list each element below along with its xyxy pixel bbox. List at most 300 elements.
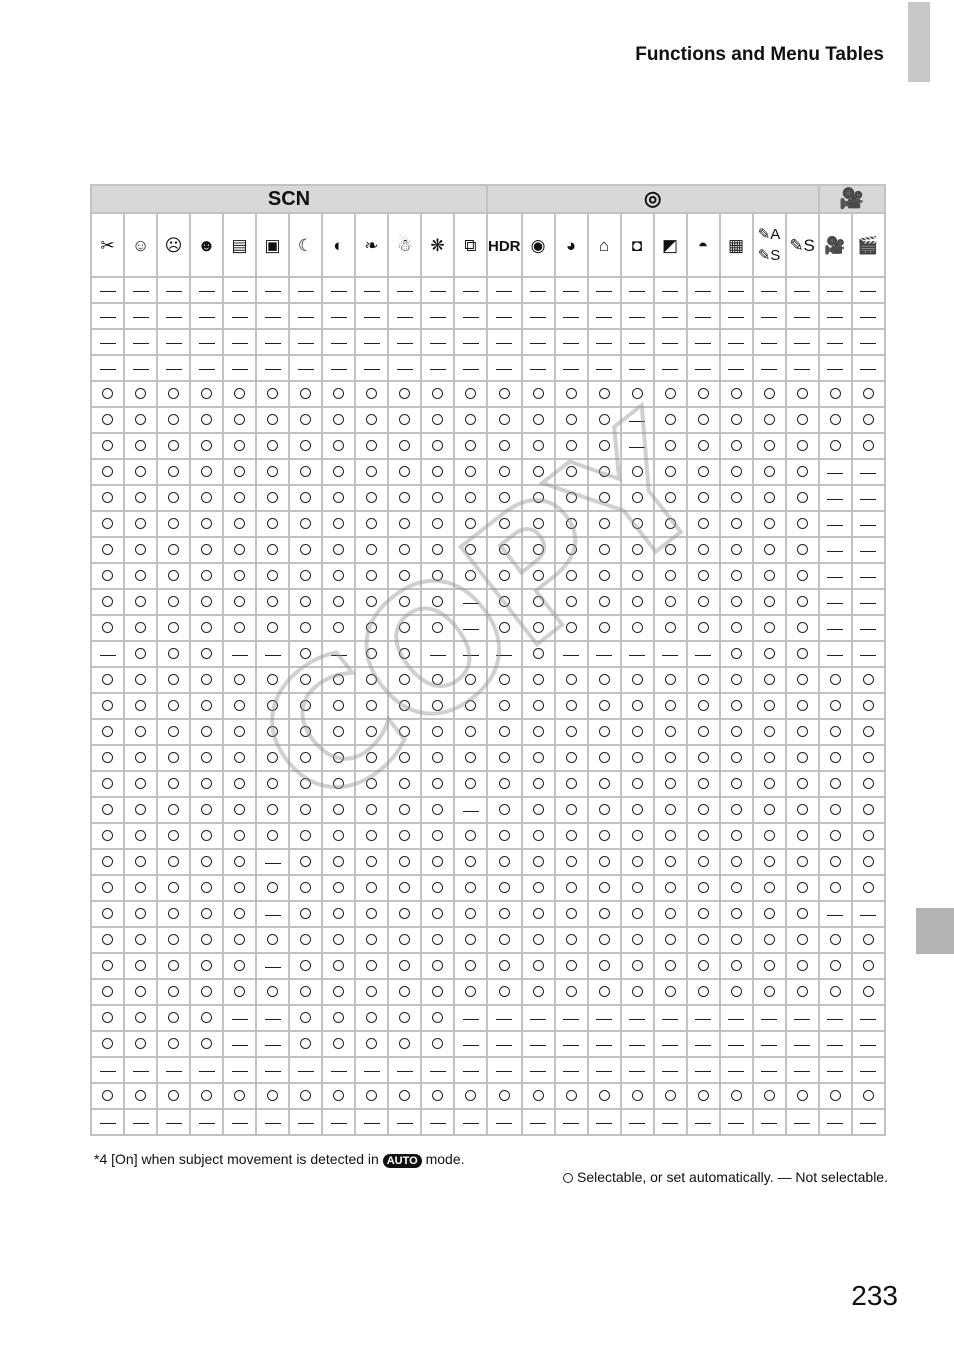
table-cell bbox=[422, 824, 453, 848]
table-cell bbox=[158, 304, 189, 328]
selectable-circle-icon bbox=[599, 622, 610, 633]
selectable-circle-icon bbox=[234, 934, 245, 945]
selectable-circle-icon bbox=[168, 492, 179, 503]
table-cell bbox=[158, 746, 189, 770]
selectable-circle-icon bbox=[333, 414, 344, 425]
selectable-circle-icon bbox=[201, 544, 212, 555]
table-cell bbox=[257, 486, 288, 510]
selectable-circle-icon bbox=[333, 700, 344, 711]
selectable-circle-icon bbox=[267, 1090, 278, 1101]
selectable-circle-icon bbox=[432, 960, 443, 971]
not-selectable-dash-icon bbox=[530, 1123, 546, 1124]
not-selectable-dash-icon bbox=[629, 1071, 645, 1072]
selectable-circle-icon bbox=[499, 778, 510, 789]
table-cell bbox=[754, 876, 785, 900]
not-selectable-dash-icon bbox=[860, 629, 876, 630]
table-cell bbox=[224, 694, 255, 718]
selectable-circle-icon bbox=[632, 570, 643, 581]
table-cell bbox=[488, 512, 521, 536]
table-cell bbox=[257, 1110, 288, 1134]
table-cell bbox=[688, 980, 719, 1004]
not-selectable-dash-icon bbox=[265, 967, 281, 968]
not-selectable-dash-icon bbox=[827, 1123, 843, 1124]
table-cell bbox=[389, 668, 420, 692]
table-row bbox=[92, 330, 884, 354]
selectable-circle-icon bbox=[432, 986, 443, 997]
selectable-circle-icon bbox=[234, 908, 245, 919]
selectable-circle-icon bbox=[432, 804, 443, 815]
selectable-circle-icon bbox=[399, 570, 410, 581]
selectable-circle-icon bbox=[135, 752, 146, 763]
not-selectable-dash-icon bbox=[100, 1071, 116, 1072]
not-selectable-dash-icon bbox=[133, 343, 149, 344]
not-selectable-dash-icon bbox=[563, 369, 579, 370]
table-cell bbox=[556, 824, 587, 848]
table-cell bbox=[721, 1032, 752, 1056]
not-selectable-dash-icon bbox=[827, 629, 843, 630]
table-cell bbox=[422, 486, 453, 510]
not-selectable-dash-icon bbox=[133, 317, 149, 318]
table-cell bbox=[622, 486, 653, 510]
table-cell bbox=[688, 304, 719, 328]
table-cell bbox=[820, 668, 851, 692]
not-selectable-dash-icon bbox=[794, 1045, 810, 1046]
table-cell bbox=[356, 382, 387, 406]
table-cell bbox=[191, 642, 222, 666]
table-cell bbox=[257, 1084, 288, 1108]
table-row bbox=[92, 1058, 884, 1082]
table-cell bbox=[853, 278, 884, 302]
table-cell bbox=[589, 1084, 620, 1108]
selectable-circle-icon bbox=[764, 492, 775, 503]
table-cell bbox=[589, 1006, 620, 1030]
auto-mode-icon: AUTO bbox=[383, 1154, 422, 1168]
column-header bbox=[92, 214, 123, 276]
table-cell bbox=[224, 330, 255, 354]
table-cell bbox=[754, 356, 785, 380]
table-cell bbox=[488, 564, 521, 588]
selectable-circle-icon bbox=[267, 440, 278, 451]
table-cell bbox=[455, 876, 486, 900]
selectable-circle-icon bbox=[764, 466, 775, 477]
selectable-circle-icon bbox=[599, 518, 610, 529]
table-cell bbox=[422, 564, 453, 588]
selectable-circle-icon bbox=[665, 804, 676, 815]
selectable-circle-icon bbox=[465, 492, 476, 503]
not-selectable-dash-icon bbox=[860, 473, 876, 474]
table-cell bbox=[422, 642, 453, 666]
table-cell bbox=[455, 408, 486, 432]
selectable-circle-icon bbox=[102, 388, 113, 399]
table-cell bbox=[622, 668, 653, 692]
not-selectable-dash-icon bbox=[563, 655, 579, 656]
selectable-circle-icon bbox=[764, 934, 775, 945]
selectable-circle-icon bbox=[234, 518, 245, 529]
table-cell bbox=[622, 746, 653, 770]
table-cell bbox=[125, 1110, 156, 1134]
selectable-circle-icon bbox=[267, 492, 278, 503]
table-cell bbox=[224, 356, 255, 380]
table-cell bbox=[158, 980, 189, 1004]
standard-movie-icon: 🎥 bbox=[824, 236, 846, 255]
table-cell bbox=[389, 408, 420, 432]
not-selectable-dash-icon bbox=[860, 317, 876, 318]
selectable-circle-icon bbox=[300, 1012, 311, 1023]
table-cell bbox=[224, 876, 255, 900]
selectable-circle-icon bbox=[830, 674, 841, 685]
not-selectable-dash-icon bbox=[232, 1045, 248, 1046]
selectable-circle-icon bbox=[566, 726, 577, 737]
selectable-circle-icon bbox=[731, 414, 742, 425]
not-selectable-dash-icon bbox=[265, 1019, 281, 1020]
table-cell bbox=[455, 330, 486, 354]
selectable-circle-icon bbox=[698, 804, 709, 815]
selectable-circle-icon bbox=[399, 388, 410, 399]
table-cell bbox=[655, 720, 686, 744]
table-cell bbox=[688, 278, 719, 302]
selectable-circle-icon bbox=[830, 882, 841, 893]
selectable-circle-icon bbox=[102, 1012, 113, 1023]
table-cell bbox=[356, 564, 387, 588]
table-cell bbox=[455, 1032, 486, 1056]
table-cell bbox=[389, 1032, 420, 1056]
selectable-circle-icon bbox=[366, 1038, 377, 1049]
table-cell bbox=[257, 668, 288, 692]
selectable-circle-icon bbox=[135, 414, 146, 425]
table-cell bbox=[556, 1058, 587, 1082]
not-selectable-dash-icon bbox=[265, 655, 281, 656]
table-cell bbox=[622, 928, 653, 952]
table-cell bbox=[389, 980, 420, 1004]
column-header bbox=[191, 214, 222, 276]
table-row bbox=[92, 850, 884, 874]
selectable-circle-icon bbox=[830, 726, 841, 737]
selectable-circle-icon bbox=[533, 440, 544, 451]
table-cell bbox=[257, 434, 288, 458]
table-cell bbox=[191, 902, 222, 926]
table-cell bbox=[488, 694, 521, 718]
selectable-circle-icon bbox=[267, 986, 278, 997]
table-cell bbox=[191, 382, 222, 406]
selectable-circle-icon bbox=[731, 570, 742, 581]
selectable-circle-icon bbox=[333, 544, 344, 555]
table-cell bbox=[655, 1058, 686, 1082]
table-cell bbox=[820, 1058, 851, 1082]
selectable-circle-icon bbox=[135, 804, 146, 815]
table-cell bbox=[589, 564, 620, 588]
table-cell bbox=[488, 278, 521, 302]
table-cell bbox=[125, 824, 156, 848]
table-cell bbox=[523, 564, 554, 588]
table-cell bbox=[853, 304, 884, 328]
table-cell bbox=[556, 694, 587, 718]
table-cell bbox=[389, 1006, 420, 1030]
table-cell bbox=[589, 902, 620, 926]
best-image-selection-icon: ▣ bbox=[264, 236, 281, 255]
table-cell bbox=[655, 278, 686, 302]
table-cell bbox=[488, 668, 521, 692]
selectable-circle-icon bbox=[399, 726, 410, 737]
not-selectable-dash-icon bbox=[232, 1071, 248, 1072]
table-cell bbox=[820, 1084, 851, 1108]
table-cell bbox=[721, 642, 752, 666]
not-selectable-dash-icon bbox=[662, 317, 678, 318]
selectable-circle-icon bbox=[366, 674, 377, 685]
table-cell bbox=[787, 616, 818, 640]
table-cell bbox=[655, 434, 686, 458]
table-cell bbox=[688, 1058, 719, 1082]
table-cell bbox=[158, 460, 189, 484]
selectable-circle-icon bbox=[698, 674, 709, 685]
table-cell bbox=[589, 668, 620, 692]
table-cell bbox=[455, 486, 486, 510]
selectable-circle-icon bbox=[135, 674, 146, 685]
table-cell bbox=[655, 538, 686, 562]
table-cell bbox=[191, 460, 222, 484]
selectable-circle-icon bbox=[764, 440, 775, 451]
selectable-circle-icon bbox=[499, 830, 510, 841]
table-cell bbox=[158, 356, 189, 380]
selectable-circle-icon bbox=[135, 960, 146, 971]
selectable-circle-icon bbox=[465, 960, 476, 971]
table-cell bbox=[488, 1084, 521, 1108]
selectable-circle-icon bbox=[399, 1012, 410, 1023]
table-cell bbox=[820, 798, 851, 822]
selectable-circle-icon bbox=[566, 466, 577, 477]
table-cell bbox=[721, 564, 752, 588]
table-cell bbox=[523, 850, 554, 874]
selectable-circle-icon bbox=[333, 388, 344, 399]
not-selectable-dash-icon bbox=[530, 1045, 546, 1046]
table-cell bbox=[721, 616, 752, 640]
selectable-circle-icon bbox=[764, 804, 775, 815]
table-cell bbox=[589, 720, 620, 744]
not-selectable-dash-icon bbox=[430, 343, 446, 344]
selectable-circle-icon bbox=[333, 752, 344, 763]
smart-shutter-icon: ✂ bbox=[100, 236, 115, 255]
selectable-circle-icon bbox=[168, 596, 179, 607]
table-cell bbox=[688, 486, 719, 510]
table-cell bbox=[125, 564, 156, 588]
table-cell bbox=[356, 1006, 387, 1030]
selectable-circle-icon bbox=[830, 830, 841, 841]
selectable-circle-icon bbox=[135, 1012, 146, 1023]
table-cell bbox=[158, 1032, 189, 1056]
table-cell bbox=[92, 850, 123, 874]
table-cell bbox=[191, 512, 222, 536]
table-row bbox=[92, 694, 884, 718]
table-cell bbox=[820, 720, 851, 744]
table-cell bbox=[191, 668, 222, 692]
miniature-icon: ⌂ bbox=[598, 236, 610, 255]
selectable-circle-icon bbox=[168, 726, 179, 737]
selectable-circle-icon bbox=[764, 544, 775, 555]
selectable-circle-icon bbox=[201, 388, 212, 399]
selectable-circle-icon bbox=[399, 544, 410, 555]
table-cell bbox=[787, 902, 818, 926]
table-cell bbox=[721, 486, 752, 510]
not-selectable-dash-icon bbox=[430, 1123, 446, 1124]
column-header bbox=[422, 214, 453, 276]
table-cell bbox=[523, 824, 554, 848]
table-cell bbox=[787, 512, 818, 536]
selectable-circle-icon bbox=[300, 856, 311, 867]
table-cell bbox=[125, 980, 156, 1004]
table-cell bbox=[422, 590, 453, 614]
selectable-circle-icon bbox=[168, 1038, 179, 1049]
table-cell bbox=[488, 1110, 521, 1134]
selectable-circle-icon bbox=[499, 518, 510, 529]
selectable-circle-icon bbox=[366, 492, 377, 503]
selectable-circle-icon bbox=[102, 804, 113, 815]
table-cell bbox=[820, 928, 851, 952]
selectable-circle-icon bbox=[830, 414, 841, 425]
table-cell bbox=[191, 564, 222, 588]
selectable-circle-icon bbox=[201, 960, 212, 971]
selectable-circle-icon bbox=[863, 674, 874, 685]
selectable-circle-icon bbox=[465, 726, 476, 737]
table-cell bbox=[92, 1058, 123, 1082]
not-selectable-dash-icon bbox=[596, 1123, 612, 1124]
group-header-row bbox=[92, 186, 884, 212]
selectable-circle-icon bbox=[698, 570, 709, 581]
not-selectable-dash-icon bbox=[166, 1123, 182, 1124]
table-cell bbox=[191, 304, 222, 328]
selectable-circle-icon bbox=[863, 700, 874, 711]
table-cell bbox=[257, 1006, 288, 1030]
table-cell bbox=[820, 902, 851, 926]
table-cell bbox=[158, 1110, 189, 1134]
table-cell bbox=[787, 928, 818, 952]
selectable-circle-icon bbox=[533, 544, 544, 555]
selectable-circle-icon bbox=[168, 752, 179, 763]
selectable-circle-icon bbox=[201, 986, 212, 997]
table-cell bbox=[224, 850, 255, 874]
table-cell bbox=[356, 798, 387, 822]
table-cell bbox=[853, 512, 884, 536]
selectable-circle-icon bbox=[333, 1012, 344, 1023]
selectable-circle-icon bbox=[499, 856, 510, 867]
table-cell bbox=[389, 304, 420, 328]
selectable-circle-icon bbox=[432, 570, 443, 581]
table-cell bbox=[224, 1084, 255, 1108]
table-cell bbox=[754, 564, 785, 588]
table-cell bbox=[158, 928, 189, 952]
selectable-circle-icon bbox=[432, 388, 443, 399]
not-selectable-dash-icon bbox=[794, 1123, 810, 1124]
table-cell bbox=[820, 694, 851, 718]
selectable-circle-icon bbox=[300, 648, 311, 659]
table-cell bbox=[422, 278, 453, 302]
table-cell bbox=[224, 278, 255, 302]
table-row bbox=[92, 616, 884, 640]
table-cell bbox=[655, 902, 686, 926]
table-cell bbox=[754, 850, 785, 874]
not-selectable-dash-icon bbox=[563, 291, 579, 292]
selectable-circle-icon bbox=[632, 804, 643, 815]
selectable-circle-icon bbox=[234, 466, 245, 477]
selectable-circle-icon bbox=[764, 986, 775, 997]
not-selectable-dash-icon bbox=[397, 291, 413, 292]
table-cell bbox=[655, 746, 686, 770]
table-cell bbox=[356, 720, 387, 744]
selectable-circle-icon bbox=[797, 908, 808, 919]
table-cell bbox=[323, 876, 354, 900]
not-selectable-dash-icon bbox=[662, 1019, 678, 1020]
table-cell bbox=[356, 512, 387, 536]
selectable-circle-icon bbox=[201, 414, 212, 425]
table-cell bbox=[224, 590, 255, 614]
not-selectable-dash-icon bbox=[761, 1123, 777, 1124]
table-cell bbox=[158, 720, 189, 744]
table-cell bbox=[853, 1032, 884, 1056]
table-cell bbox=[589, 330, 620, 354]
selectable-circle-icon bbox=[366, 414, 377, 425]
selectable-circle-icon bbox=[366, 388, 377, 399]
not-selectable-dash-icon bbox=[596, 1071, 612, 1072]
table-cell bbox=[92, 772, 123, 796]
table-cell bbox=[92, 512, 123, 536]
selectable-circle-icon bbox=[300, 414, 311, 425]
snow-icon: ☃ bbox=[396, 236, 413, 255]
selectable-circle-icon bbox=[333, 492, 344, 503]
selectable-circle-icon bbox=[632, 934, 643, 945]
not-selectable-dash-icon bbox=[860, 577, 876, 578]
selectable-circle-icon bbox=[267, 674, 278, 685]
table-cell bbox=[125, 460, 156, 484]
not-selectable-dash-icon bbox=[463, 291, 479, 292]
selectable-circle-icon bbox=[333, 726, 344, 737]
selectable-circle-icon bbox=[665, 778, 676, 789]
selectable-circle-icon bbox=[267, 804, 278, 815]
selectable-circle-icon bbox=[333, 908, 344, 919]
selectable-circle-icon bbox=[201, 830, 212, 841]
legend bbox=[563, 1169, 888, 1185]
table-cell bbox=[323, 980, 354, 1004]
selectable-circle-icon bbox=[102, 622, 113, 633]
column-header bbox=[158, 214, 189, 276]
selectable-circle-icon bbox=[797, 674, 808, 685]
table-cell bbox=[356, 980, 387, 1004]
selectable-circle-icon bbox=[566, 830, 577, 841]
table-row bbox=[92, 304, 884, 328]
selectable-circle-icon bbox=[863, 726, 874, 737]
column-header bbox=[622, 214, 653, 276]
selectable-circle-icon bbox=[797, 882, 808, 893]
not-selectable-dash-icon bbox=[298, 343, 314, 344]
selectable-circle-icon bbox=[764, 596, 775, 607]
table-cell bbox=[257, 798, 288, 822]
table-cell bbox=[556, 538, 587, 562]
table-cell bbox=[191, 1084, 222, 1108]
table-cell bbox=[224, 616, 255, 640]
table-cell bbox=[323, 434, 354, 458]
table-cell bbox=[224, 1058, 255, 1082]
selectable-circle-icon bbox=[267, 778, 278, 789]
not-selectable-dash-icon bbox=[563, 1123, 579, 1124]
selectable-circle-icon bbox=[300, 726, 311, 737]
table-cell bbox=[589, 1058, 620, 1082]
table-cell bbox=[721, 928, 752, 952]
not-selectable-dash-icon bbox=[364, 291, 380, 292]
selectable-circle-icon bbox=[863, 986, 874, 997]
column-header bbox=[389, 214, 420, 276]
selectable-circle-icon bbox=[432, 414, 443, 425]
selectable-circle-icon bbox=[731, 830, 742, 841]
selectable-circle-icon bbox=[399, 778, 410, 789]
table-cell bbox=[224, 1032, 255, 1056]
not-selectable-dash-icon bbox=[629, 1019, 645, 1020]
